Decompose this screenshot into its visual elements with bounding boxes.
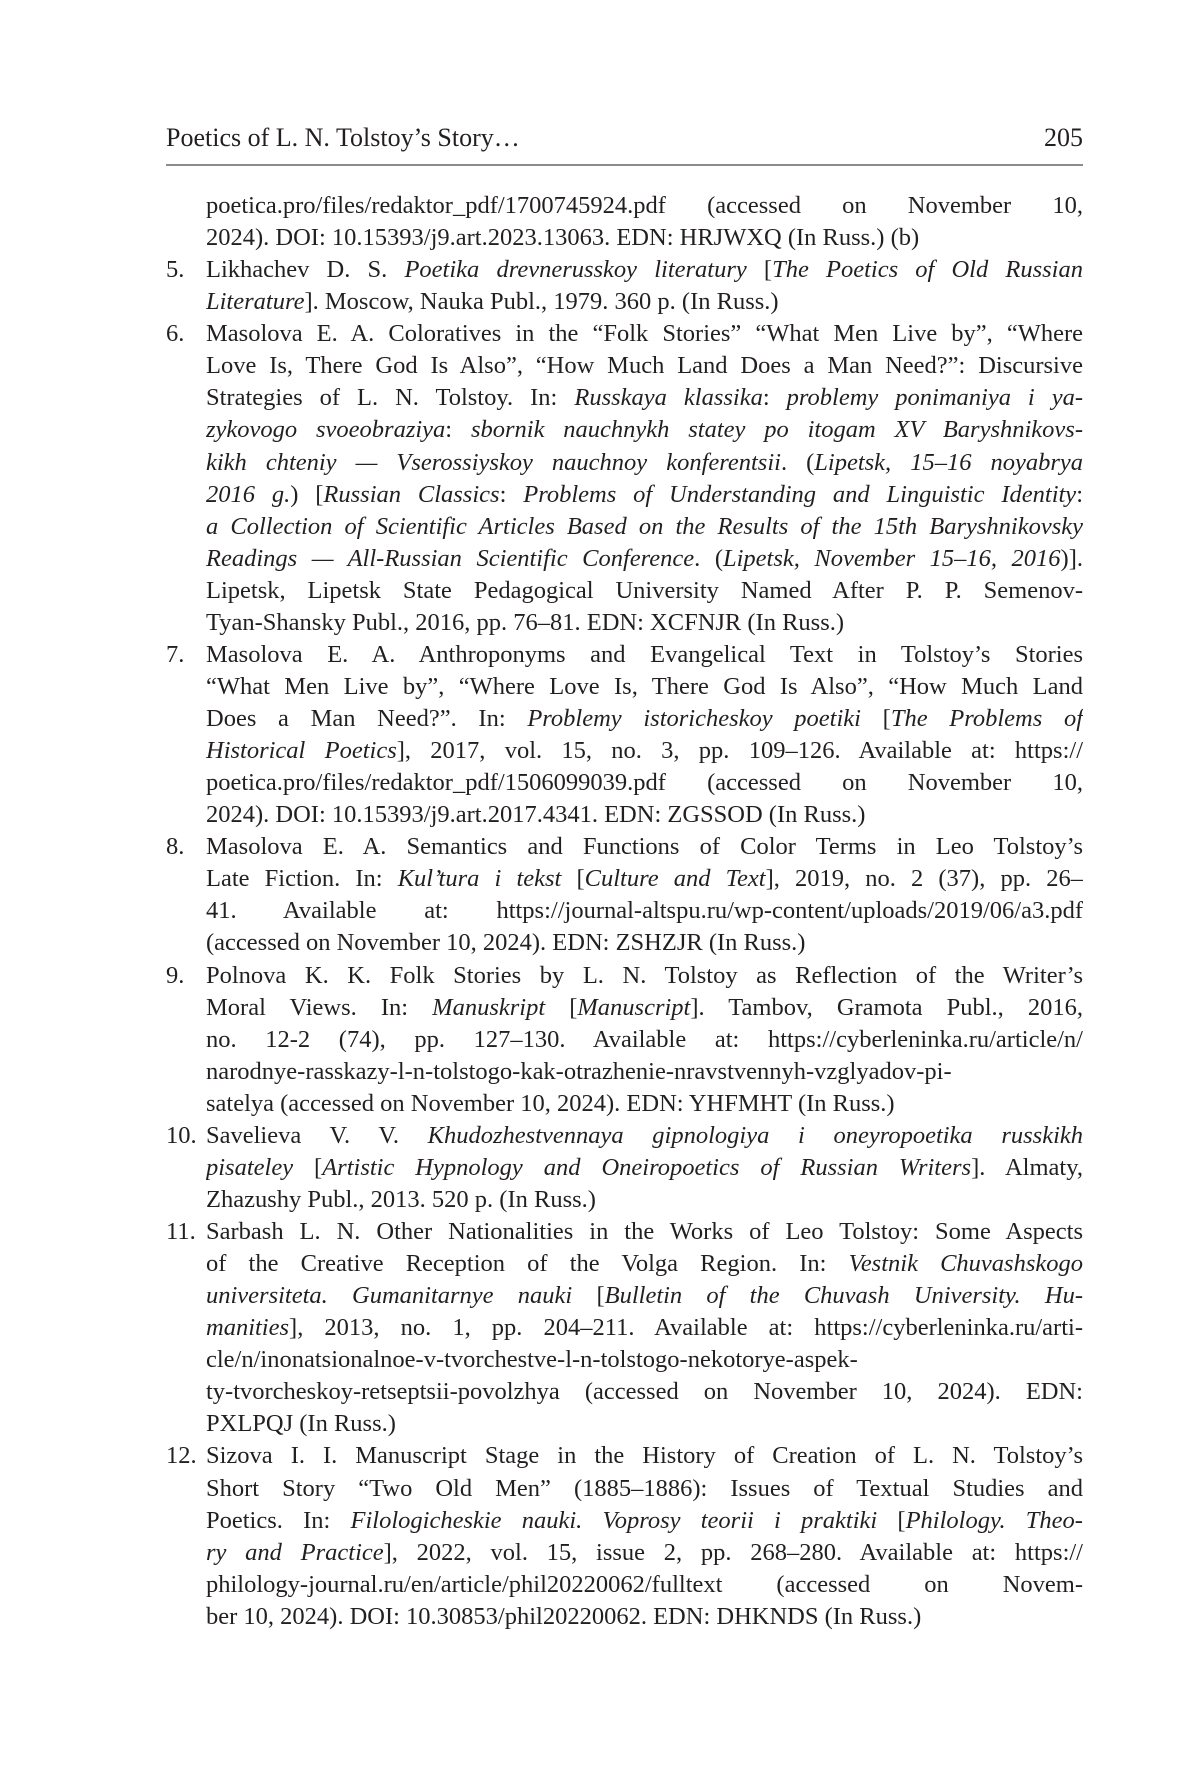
reference-line xyxy=(206,222,1083,254)
reference-line xyxy=(206,447,1083,479)
italic-title-text: Artistic Hypnology and Oneiropoetics of Russian Writers xyxy=(322,1154,971,1181)
reference-text: ) [ xyxy=(290,481,323,508)
reference-number: 6. xyxy=(166,318,184,350)
reference-entry xyxy=(166,1440,1083,1632)
reference-text: ], 2013, no. 1, pp. 204–211. Available at: https://cyberleninka.ru/arti- xyxy=(289,1314,1083,1341)
reference-line xyxy=(206,703,1083,735)
reference-line xyxy=(206,318,1083,350)
italic-title-text: Historical Poetics xyxy=(206,737,397,764)
reference-text: Masolova E. A. Semantics and Functions of Color Terms in Leo Tolstoy’s xyxy=(206,833,1083,860)
reference-line xyxy=(206,767,1083,799)
reference-line xyxy=(206,1248,1083,1280)
reference-entry xyxy=(166,318,1083,639)
reference-text: 41. Available at: https://journal-altspu.ru/wp-content/uploads/2019/06/a3.pdf xyxy=(206,897,1083,924)
reference-line xyxy=(206,1280,1083,1312)
reference-text: Moral Views. In: xyxy=(206,994,432,1021)
reference-number: 12. xyxy=(166,1440,197,1472)
reference-line xyxy=(206,254,1083,286)
italic-title-text: universiteta. Gumanitarnye nauki xyxy=(206,1282,572,1309)
reference-text: 2024). DOI: 10.15393/j9.art.2017.4341. EDN: ZGSSOD (In Russ.) xyxy=(206,801,865,828)
reference-line xyxy=(206,190,1083,222)
italic-title-text: Lipetsk, November 15–16, 2016 xyxy=(723,545,1061,572)
italic-title-text: Problems of Understanding and Linguistic Identity xyxy=(523,481,1076,508)
reference-number: 11. xyxy=(166,1216,196,1248)
reference-line xyxy=(206,1440,1083,1472)
italic-title-text: Manuscript xyxy=(577,994,690,1021)
reference-line xyxy=(206,1152,1083,1184)
reference-line xyxy=(206,1376,1083,1408)
reference-line xyxy=(206,960,1083,992)
reference-text: Sarbash L. N. Other Nationalities in the Works of Leo Tolstoy: Some Aspects xyxy=(206,1218,1083,1245)
reference-text: )]. xyxy=(1061,545,1083,572)
reference-text: Zhazushy Publ., 2013. 520 p. (In Russ.) xyxy=(206,1186,596,1213)
reference-line xyxy=(206,286,1083,318)
reference-line xyxy=(206,1505,1083,1537)
italic-title-text: Readings — All-Russian Scientific Conference xyxy=(206,545,694,572)
reference-line xyxy=(206,1537,1083,1569)
reference-text: no. 12-2 (74), pp. 127–130. Available at: https://cyberleninka.ru/article/n/ xyxy=(206,1026,1083,1053)
reference-text: Polnova K. K. Folk Stories by L. N. Tolstoy as Reflection of the Writer’s xyxy=(206,962,1083,989)
italic-title-text: The Problems of xyxy=(891,705,1083,732)
reference-text: Love Is, There God Is Also”, “How Much Land Does a Man Need?”: Discursive xyxy=(206,352,1083,379)
reference-text: [ xyxy=(545,994,577,1021)
reference-line xyxy=(206,831,1083,863)
italic-title-text: Khudozhestvennaya gipnologiya i oneyropoetika russkikh xyxy=(428,1122,1083,1149)
reference-line xyxy=(206,1473,1083,1505)
reference-text: 2024). DOI: 10.15393/j9.art.2023.13063. EDN: HRJWXQ (In Russ.) (b) xyxy=(206,224,919,251)
reference-text: [ xyxy=(861,705,891,732)
reference-number: 10. xyxy=(166,1120,197,1152)
reference-text: ]. Tambov, Gramota Publ., 2016, xyxy=(690,994,1083,1021)
reference-text: PXLPQJ (In Russ.) xyxy=(206,1410,396,1437)
italic-title-text: pisateley xyxy=(206,1154,293,1181)
header-rule xyxy=(166,164,1083,166)
reference-entry xyxy=(166,190,1083,254)
italic-title-text: The Poetics of Old Russian xyxy=(772,256,1083,283)
reference-line xyxy=(206,543,1083,575)
italic-title-text: Kul’tura i tekst xyxy=(398,865,562,892)
reference-text: ], 2019, no. 2 (37), pp. 26– xyxy=(766,865,1083,892)
reference-text: ], 2022, vol. 15, issue 2, pp. 268–280. Available at: https:// xyxy=(384,1539,1083,1566)
reference-list xyxy=(166,190,1083,1633)
reference-line xyxy=(206,799,1083,831)
reference-line xyxy=(206,511,1083,543)
italic-title-text: a Collection of Scientific Articles Based on the Results of the 15th Baryshnikovsky xyxy=(206,513,1083,540)
italic-title-text: Culture and Text xyxy=(585,865,766,892)
italic-title-text: 2016 g. xyxy=(206,481,290,508)
reference-text: narodnye-rasskazy-l-n-tolstogo-kak-otrazhenie-nravstvennyh-vzglyadov-pi- xyxy=(206,1058,952,1085)
reference-line xyxy=(206,1056,1083,1088)
italic-title-text: Literature xyxy=(206,288,304,315)
reference-text: philology-journal.ru/en/article/phil20220062/fulltext (accessed on Novem- xyxy=(206,1571,1083,1598)
reference-line xyxy=(206,414,1083,446)
reference-text: poetica.pro/files/redaktor_pdf/1700745924.pdf (accessed on November 10, xyxy=(206,192,1083,219)
reference-number: 9. xyxy=(166,960,184,992)
reference-text: ], 2017, vol. 15, no. 3, pp. 109–126. Available at: https:// xyxy=(397,737,1083,764)
reference-text: satelya (accessed on November 10, 2024). EDN: YHFMHT (In Russ.) xyxy=(206,1090,895,1117)
reference-text: (accessed on November 10, 2024). EDN: ZSHZJR (In Russ.) xyxy=(206,929,805,956)
reference-line xyxy=(206,1088,1083,1120)
italic-title-text: Poetika drevnerusskoy literatury xyxy=(404,256,746,283)
reference-text: : xyxy=(763,384,787,411)
reference-line xyxy=(206,1216,1083,1248)
reference-number: 5. xyxy=(166,254,184,286)
reference-text: of the Creative Reception of the Volga Region. In: xyxy=(206,1250,849,1277)
reference-line xyxy=(206,1601,1083,1633)
reference-text: Masolova E. A. Coloratives in the “Folk Stories” “What Men Live by”, “Where xyxy=(206,320,1083,347)
reference-line xyxy=(206,1120,1083,1152)
reference-number: 7. xyxy=(166,639,184,671)
italic-title-text: Russian Classics xyxy=(323,481,499,508)
reference-text: . ( xyxy=(781,449,814,476)
reference-entry xyxy=(166,1216,1083,1440)
reference-text: poetica.pro/files/redaktor_pdf/1506099039.pdf (accessed on November 10, xyxy=(206,769,1083,796)
reference-text: Late Fiction. In: xyxy=(206,865,398,892)
reference-text: Masolova E. A. Anthroponyms and Evangelical Text in Tolstoy’s Stories xyxy=(206,641,1083,668)
reference-text: [ xyxy=(572,1282,604,1309)
reference-line xyxy=(206,895,1083,927)
italic-title-text: manities xyxy=(206,1314,289,1341)
reference-line xyxy=(206,735,1083,767)
reference-line xyxy=(206,382,1083,414)
reference-line xyxy=(206,575,1083,607)
reference-text: cle/n/inonatsionalnoe-v-tvorchestve-l-n-tolstogo-nekotorye-aspek- xyxy=(206,1346,858,1373)
reference-text: Poetics. In: xyxy=(206,1507,351,1534)
reference-entry xyxy=(166,831,1083,959)
reference-line xyxy=(206,992,1083,1024)
italic-title-text: Vestnik Chuvashskogo xyxy=(849,1250,1083,1277)
reference-text: [ xyxy=(293,1154,322,1181)
italic-title-text: sbornik nauchnykh statey po itogam XV Baryshnikovs- xyxy=(471,416,1083,443)
reference-entry xyxy=(166,639,1083,831)
page-number: 205 xyxy=(1044,123,1083,153)
reference-text: Likhachev D. S. xyxy=(206,256,404,283)
reference-line xyxy=(206,1312,1083,1344)
italic-title-text: Filologicheskie nauki. Voprosy teorii i praktiki xyxy=(351,1507,878,1534)
italic-title-text: Russkaya klassika xyxy=(574,384,762,411)
reference-entry xyxy=(166,254,1083,318)
reference-text: Strategies of L. N. Tolstoy. In: xyxy=(206,384,574,411)
reference-text: ber 10, 2024). DOI: 10.30853/phil20220062. EDN: DHKNDS (In Russ.) xyxy=(206,1603,921,1630)
reference-text: ]. Almaty, xyxy=(971,1154,1083,1181)
reference-line xyxy=(206,350,1083,382)
reference-line xyxy=(206,479,1083,511)
running-header xyxy=(166,118,1083,158)
reference-entry xyxy=(166,1120,1083,1216)
italic-title-text: Problemy istoricheskoy poetiki xyxy=(527,705,861,732)
reference-text: [ xyxy=(747,256,772,283)
italic-title-text: kikh chteniy — Vserossiyskoy nauchnoy konferentsii xyxy=(206,449,781,476)
reference-text: Tyan-Shansky Publ., 2016, pp. 76–81. EDN: XCFNJR (In Russ.) xyxy=(206,609,844,636)
reference-number: 8. xyxy=(166,831,184,863)
reference-line xyxy=(206,607,1083,639)
reference-line xyxy=(206,639,1083,671)
reference-text: Sizova I. I. Manuscript Stage in the History of Creation of L. N. Tolstoy’s xyxy=(206,1442,1083,1469)
italic-title-text: zykovogo svoeobraziya xyxy=(206,416,445,443)
reference-line xyxy=(206,1024,1083,1056)
reference-line xyxy=(206,1184,1083,1216)
reference-line xyxy=(206,927,1083,959)
reference-text: Savelieva V. V. xyxy=(206,1122,428,1149)
italic-title-text: Lipetsk, 15–16 noyabrya xyxy=(814,449,1083,476)
reference-line xyxy=(206,671,1083,703)
reference-text: “What Men Live by”, “Where Love Is, There God Is Also”, “How Much Land xyxy=(206,673,1083,700)
reference-text: Does a Man Need?”. In: xyxy=(206,705,527,732)
reference-text: ty-tvorcheskoy-retseptsii-povolzhya (accessed on November 10, 2024). EDN: xyxy=(206,1378,1083,1405)
reference-text: [ xyxy=(877,1507,905,1534)
reference-line xyxy=(206,1569,1083,1601)
reference-text: Lipetsk, Lipetsk State Pedagogical University Named After P. P. Semenov- xyxy=(206,577,1083,604)
reference-text: [ xyxy=(561,865,584,892)
reference-entry xyxy=(166,960,1083,1120)
italic-title-text: ry and Practice xyxy=(206,1539,384,1566)
italic-title-text: Bulletin of the Chuvash University. Hu- xyxy=(605,1282,1083,1309)
italic-title-text: Philology. Theo- xyxy=(906,1507,1083,1534)
reference-line xyxy=(206,1344,1083,1376)
reference-line xyxy=(206,863,1083,895)
reference-text: : xyxy=(500,481,524,508)
italic-title-text: problemy ponimaniya i ya- xyxy=(787,384,1083,411)
reference-text: Short Story “Two Old Men” (1885–1886): Issues of Textual Studies and xyxy=(206,1475,1083,1502)
reference-text: . ( xyxy=(694,545,723,572)
reference-line xyxy=(206,1408,1083,1440)
reference-text: : xyxy=(1076,481,1083,508)
italic-title-text: Manuskript xyxy=(432,994,545,1021)
reference-text: : xyxy=(445,416,471,443)
reference-text: ]. Moscow, Nauka Publ., 1979. 360 p. (In Russ.) xyxy=(304,288,778,315)
running-title: Poetics of L. N. Tolstoy’s Story… xyxy=(166,123,520,153)
